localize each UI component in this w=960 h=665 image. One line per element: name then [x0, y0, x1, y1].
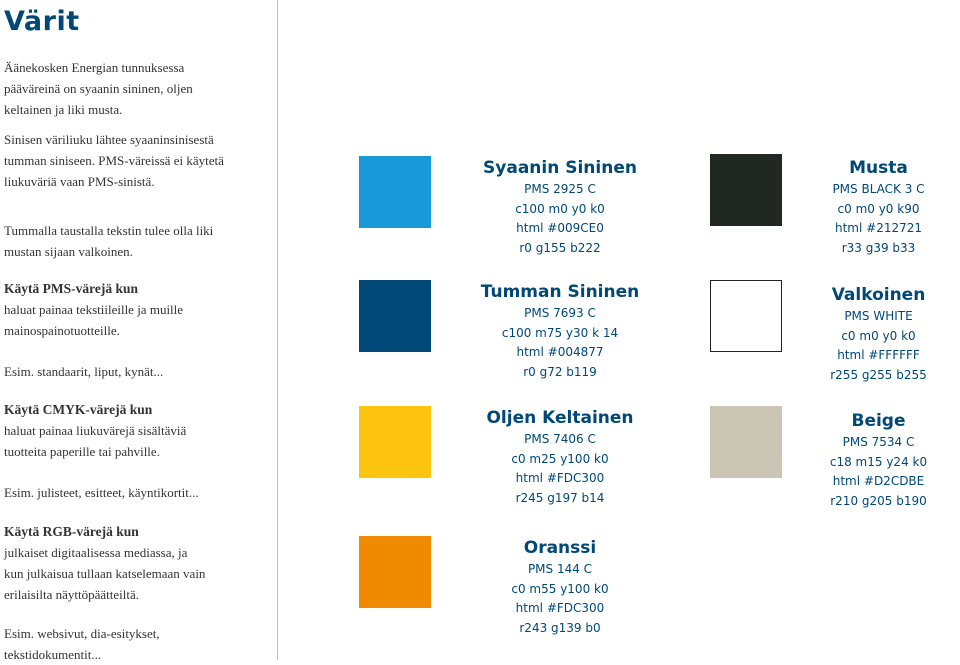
color-cmyk: c0 m55 y100 k0 [511, 581, 609, 596]
column-divider [277, 0, 278, 660]
color-swatch-musta [710, 154, 782, 226]
color-rgb: r210 g205 b190 [830, 493, 927, 508]
cmyk-example-text: Esim. julisteet, esitteet, käyntikortit... [4, 485, 199, 500]
color-rgb: r33 g39 b33 [841, 240, 916, 255]
color-html: html #004877 [516, 345, 604, 359]
color-info-valkoinen [797, 283, 960, 385]
pms-usage-heading: Käytä PMS-värejä kun [4, 281, 138, 296]
color-cmyk: c0 m0 y0 k0 [841, 328, 916, 343]
color-html: html #212721 [834, 221, 922, 235]
color-rgb: r255 g255 b255 [830, 367, 927, 382]
gradient-note-line: Sinisen väriliuku lähtee syaaninsinisestä [4, 132, 214, 147]
color-cmyk: c100 m0 y0 k0 [515, 201, 605, 216]
color-pms: PMS WHITE [844, 309, 913, 323]
color-cmyk: c100 m75 y30 k 14 [501, 325, 619, 340]
rgb-usage-line: julkaiset digitaalisessa mediassa, ja [4, 545, 188, 560]
cmyk-usage [4, 399, 270, 462]
intro-line: pääväreinä on syaanin sininen, oljen [4, 81, 193, 96]
dark-background-note-line: Tummalla taustalla tekstin tulee olla liki [4, 223, 214, 238]
color-name: Oljen Keltainen [486, 408, 634, 428]
color-html: html #FFFFFF [837, 348, 920, 362]
color-rgb: r243 g139 b0 [519, 620, 601, 635]
cmyk-usage-heading: Käytä CMYK-värejä kun [4, 402, 153, 417]
pms-usage-line: haluat painaa tekstiileille ja muille [4, 302, 184, 317]
color-html: html #009CE0 [516, 221, 604, 235]
rgb-usage-line: kun julkaisua tullaan katselemaan vain [4, 566, 206, 581]
color-rgb: r0 g72 b119 [523, 364, 597, 379]
rgb-example-line: tekstidokumentit... [4, 647, 102, 662]
color-rgb: r245 g197 b14 [515, 490, 605, 505]
color-swatch-oljen-keltainen [359, 406, 431, 478]
color-swatch-beige [710, 406, 782, 478]
color-name: Syaanin Sininen [483, 158, 637, 178]
color-html: html #D2CDBE [832, 474, 925, 488]
color-info-beige [797, 409, 960, 511]
color-swatch-valkoinen [710, 280, 782, 352]
gradient-note-line: tumman siniseen. PMS-väreissä ei käytetä [4, 153, 224, 168]
color-name: Beige [851, 411, 906, 431]
color-rgb: r0 g155 b222 [519, 240, 601, 255]
color-html: html #FDC300 [515, 601, 605, 615]
color-pms: PMS 144 C [527, 562, 593, 576]
color-cmyk: c0 m25 y100 k0 [511, 451, 609, 466]
intro-line: Äänekosken Energian tunnuksessa [4, 60, 185, 75]
color-name: Tumman Sininen [480, 282, 640, 302]
color-pms: PMS 7406 C [524, 432, 596, 446]
color-swatch-tumman-sininen [359, 280, 431, 352]
rgb-usage-heading: Käytä RGB-värejä kun [4, 524, 139, 539]
color-pms: PMS 2925 C [524, 182, 596, 196]
color-pms: PMS 7693 C [524, 306, 596, 320]
color-name: Oranssi [523, 538, 597, 558]
pms-usage [4, 278, 270, 341]
dark-background-note [4, 220, 270, 262]
intro-text [4, 57, 270, 120]
pms-example [4, 361, 270, 382]
color-cmyk: c0 m0 y0 k90 [837, 201, 920, 216]
color-info-oljen-keltainen [450, 406, 670, 508]
gradient-note-line: liukuväriä vaan PMS-sinistä. [4, 174, 155, 189]
color-swatch-syaanin-sininen [359, 156, 431, 228]
pms-example-text: Esim. standaarit, liput, kynät... [4, 364, 164, 379]
color-swatch-oranssi [359, 536, 431, 608]
color-info-syaanin-sininen [450, 156, 670, 258]
rgb-example [4, 623, 270, 665]
dark-background-note-line: mustan sijaan valkoinen. [4, 244, 133, 259]
color-name: Valkoinen [831, 285, 926, 305]
cmyk-example [4, 482, 270, 503]
rgb-usage-line: erilaisilta näyttöpäätteiltä. [4, 587, 140, 602]
color-info-tumman-sininen [450, 280, 670, 382]
pms-usage-line: mainospainotuotteille. [4, 323, 120, 338]
color-name: Musta [849, 158, 908, 178]
gradient-note [4, 129, 270, 192]
rgb-example-line: Esim. websivut, dia-esitykset, [4, 626, 160, 641]
color-info-oranssi [450, 536, 670, 638]
cmyk-usage-line: tuotteita paperille tai pahville. [4, 444, 160, 459]
rgb-usage [4, 521, 270, 605]
color-pms: PMS 7534 C [842, 435, 915, 449]
page-title: Värit [4, 6, 80, 37]
color-html: html #FDC300 [515, 471, 605, 485]
cmyk-usage-line: haluat painaa liukuvärejä sisältäviä [4, 423, 187, 438]
color-cmyk: c18 m15 y24 k0 [829, 454, 928, 469]
intro-line: keltainen ja liki musta. [4, 102, 123, 117]
color-pms: PMS BLACK 3 C [832, 182, 925, 196]
color-info-musta [797, 156, 960, 258]
